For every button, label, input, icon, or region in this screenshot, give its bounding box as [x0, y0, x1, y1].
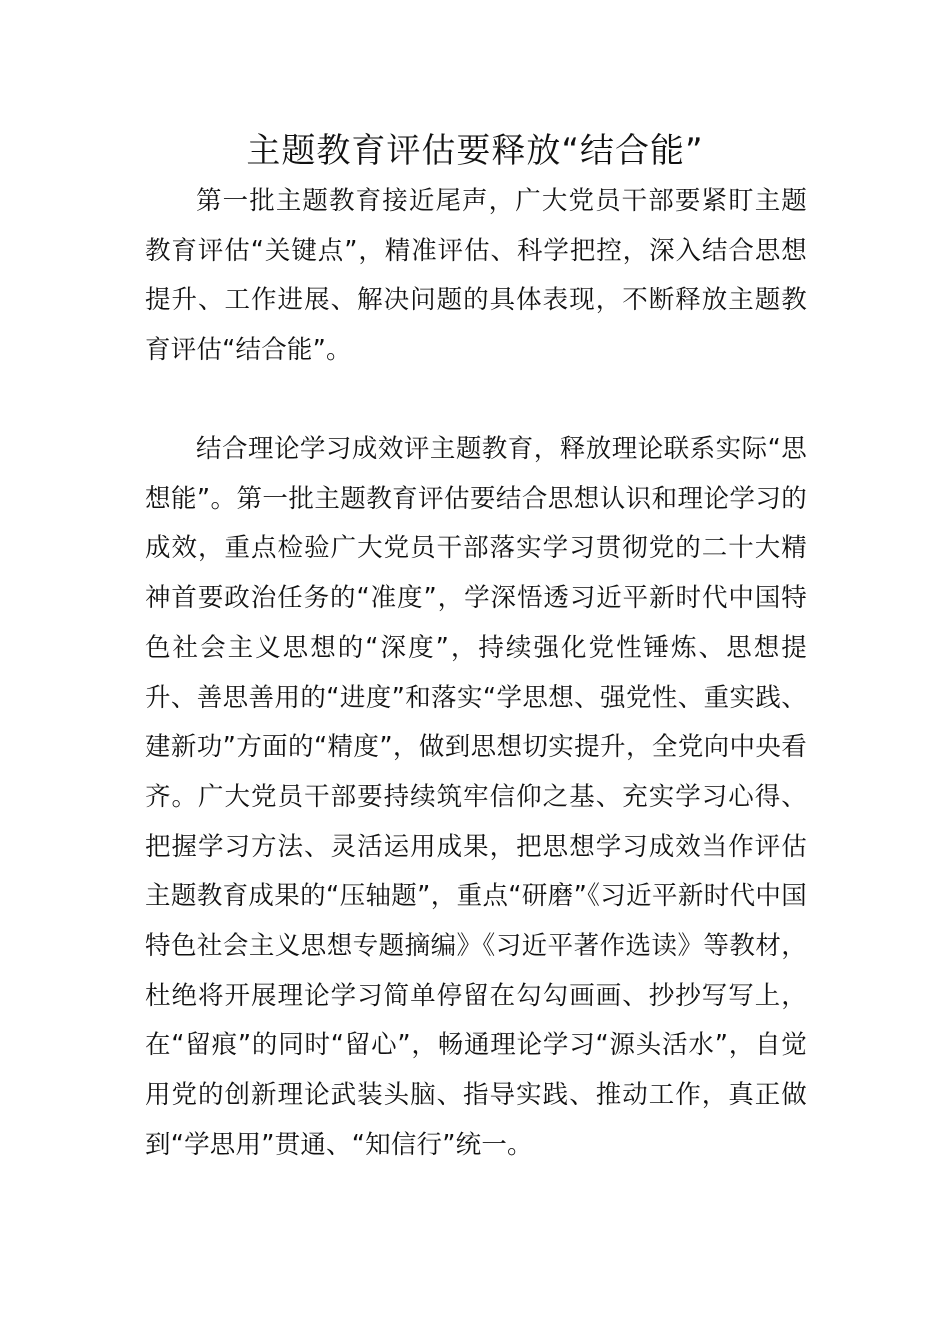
paragraph-theory-study: 结合理论学习成效评主题教育，释放理论联系实际“思想能”。第一批主题教育评估要结合思想认识和理论学习的成效，重点检验广大党员干部落实学习贯彻党的二十大精神首要政治任务的“准度”，学深悟透习近平新时代中国特色社会主义思想的“深度”，持续强化党性锤炼、思想提升、善思善用的“进度”和落实“学思想、强党性、重实践、建新功”方面的“精度”，做到思想切实提升，全党向中央看齐。广大党员干部要持续筑牢信仰之基、充实学习心得、把握学习方法、灵活运用成果，把思想学习成效当作评估主题教育成果的“压轴题”，重点“研磨”《习近平新时代中国特色社会主义思想专题摘编》《习近平著作选读》等教材，杜绝将开展理论学习简单停留在勾勾画画、抄抄写写上，在“留痕”的同时“留心”，畅通理论学习“源头活水”，自觉用党的创新理论武装头脑、指导实践、推动工作，真正做到“学思用”贯通、“知信行”统一。: [145, 434, 807, 1160]
paragraph-intro: 第一批主题教育接近尾声，广大党员干部要紧盯主题教育评估“关键点”，精准评估、科学把控，深入结合思想提升、工作进展、解决问题的具体表现，不断释放主题教育评估“结合能”。: [145, 186, 807, 366]
document-title: 主题教育评估要释放“结合能”: [246, 131, 704, 171]
